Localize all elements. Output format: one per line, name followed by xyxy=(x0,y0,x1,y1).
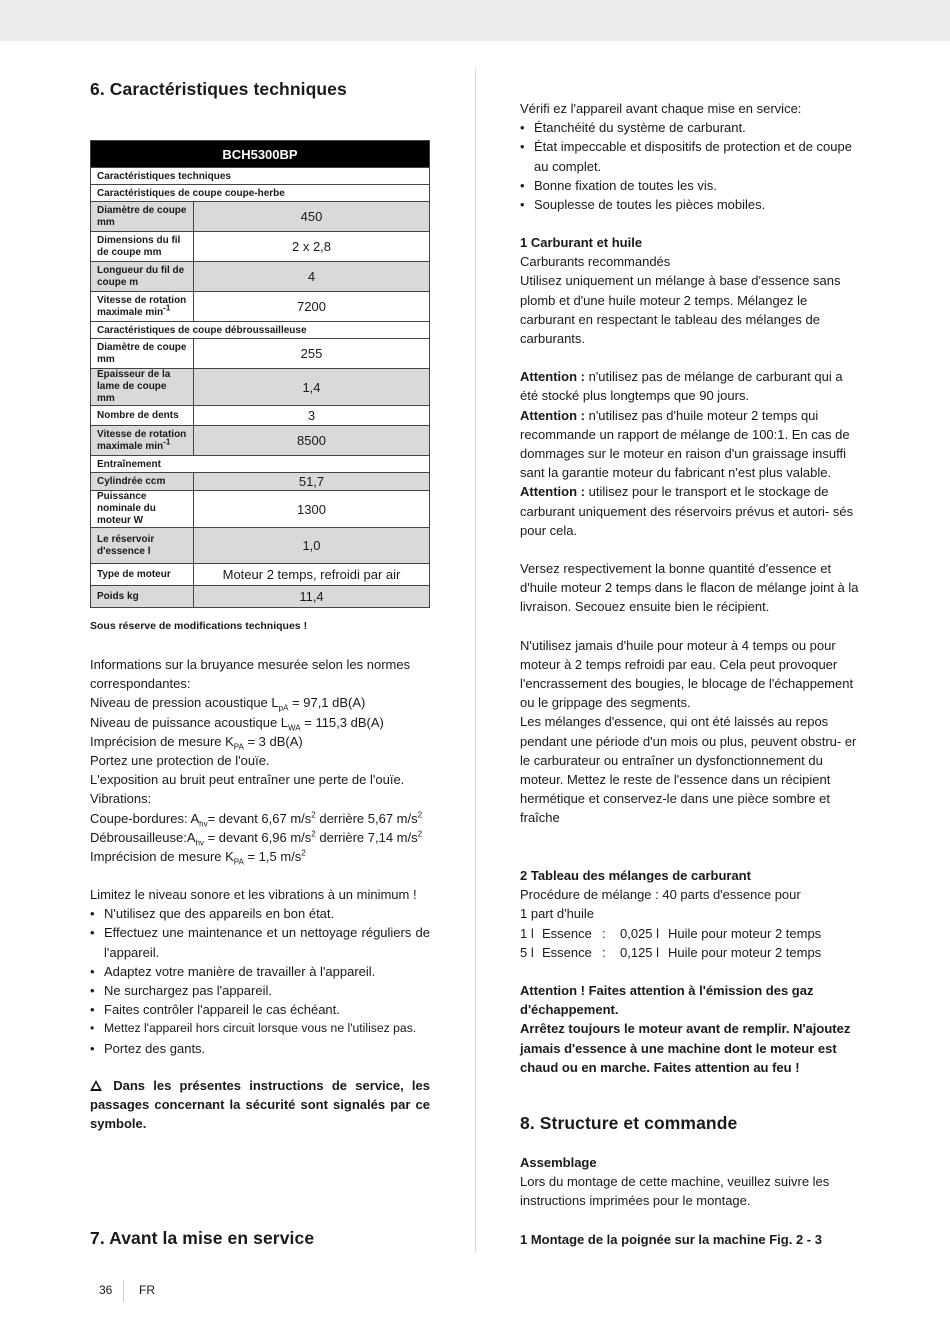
language-label: FR xyxy=(139,1283,155,1297)
noise-line: Coupe-bordures: $A_{hv}=$ devant 6,67 $m/s^2$ derrière 5,67 $m/s^2$ xyxy=(90,810,423,829)
spec-table xyxy=(90,140,430,608)
warning-block xyxy=(520,981,860,1077)
spec-value: Moteur 2 temps, refroidi par air xyxy=(194,564,430,586)
spec-key: Diamètre de coupe mm xyxy=(91,202,194,232)
assembly-title: Assemblage xyxy=(520,1155,597,1170)
spec-key: Le réservoir d'essence l xyxy=(91,528,194,564)
noise-line: Portez une protection de l'ouïe. xyxy=(90,753,270,769)
spec-value: 4 xyxy=(194,262,430,292)
section-8-title: 8. Structure et commande xyxy=(520,1113,738,1133)
spec-key: Puissance nominale du moteur W xyxy=(91,491,194,528)
spec-key: Épaisseur de la lame de coupe mm xyxy=(91,369,194,406)
footer-separator xyxy=(123,1280,124,1302)
spec-value: 255 xyxy=(194,339,430,369)
mix-procedure: Procédure de mélange : 40 parts d'essence pour xyxy=(520,887,801,903)
spec-key: Dimensions du fil de coupe mm xyxy=(91,232,194,262)
sec-brush: Caractéristiques de coupe débroussailleuse xyxy=(91,322,430,339)
limit-item: • Faites contrôler l'appareil le cas échéant. xyxy=(90,1000,430,1019)
limit-block xyxy=(90,885,430,1058)
check-intro: Vérifi ez l'appareil avant chaque mise en service: xyxy=(520,101,802,116)
sec-grass: Caractéristiques de coupe coupe-herbe xyxy=(91,185,430,202)
top-bar xyxy=(0,0,950,41)
sec-tech: Caractéristiques techniques xyxy=(91,168,430,185)
limit-item: • N'utilisez que des appareils en bon état. xyxy=(90,904,430,923)
noise-line: Niveau de puissance acoustique $L_{WA} = 115,3$ dB(A) xyxy=(90,714,384,733)
limit-title: Limitez le niveau sonore et les vibrations à un minimum ! xyxy=(90,887,417,902)
noise-line: $Débrousailleuse:A_{hv}$ = devant 6,96 $m/s^2$ derrière 7,14 $m/s^2$ xyxy=(90,829,423,848)
attention-1: Attention : n'utilisez pas de mélange de carburant qui a été stocké plus longtemps que 90 jours. xyxy=(520,369,843,404)
spec-key: Poids kg xyxy=(91,586,194,608)
section-7-title: 7. Avant la mise en service xyxy=(90,1228,315,1248)
mix-repos-text: Les mélanges d'essence, qui ont été laissés au repos pendant une période d'un mois ou plus, peuvent obstru- er le carburateur ou entraîner un dysfonctionnement du moteur. Mettez le reste de l'essence dans un récipient hermétique et conservez-le dans une pièce sombre et fraîche xyxy=(520,714,857,826)
no-4t-text: N'utilisez jamais d'huile pour moteur à 4 temps ou pour moteur à 2 temps refroidi par eau. Cela peut provoquer l'encrassement des bougies, le blocage de l'échappement ou le grippage des segments. xyxy=(520,637,854,711)
fuel-text: Utilisez uniquement un mélange à base d'essence sans plomb et d'une huile moteur 2 temps. Mélangez le carburant en respectant le tableau des mélanges de carburants. xyxy=(520,273,841,347)
model-header: BCH5300BP xyxy=(91,141,430,168)
limit-item: • Mettez l'appareil hors circuit lorsque vous ne l'utilisez pas. xyxy=(90,1019,430,1038)
warning-stop: Arrêtez toujours le moteur avant de remplir. N'ajoutez jamais d'essence à une machine dont le moteur est chaud ou en marche. Faites attention au feu ! xyxy=(520,1021,851,1075)
mix-row: 5 l Essence : 0,125 l Huile pour moteur 2 temps xyxy=(520,944,822,960)
fuel-subtitle: Carburants recommandés xyxy=(520,254,671,270)
check-item: • Souplesse de toutes les pièces mobiles. xyxy=(520,195,860,214)
noise-line: Vibrations: xyxy=(90,791,152,807)
page-number: 36 xyxy=(99,1283,113,1297)
pour-text: Versez respectivement la bonne quantité d'essence et d'huile moteur 2 temps dans le flacon de mélange joint à la livraison. Secouez ensuite bien le récipient. xyxy=(520,561,859,615)
warning-gas: Attention ! Faites attention à l'émission des gaz d'échappement. xyxy=(520,983,814,1018)
attention-3: Attention : utilisez pour le transport et le stockage de carburant uniquement des réservoirs prévus et autori- sés pour cela. xyxy=(520,484,854,538)
spec-value: 11,4 xyxy=(194,586,430,608)
limit-item: • Effectuez une maintenance et un nettoyage réguliers de l'appareil. xyxy=(90,923,430,961)
spec-key: Cylindrée ccm xyxy=(91,473,194,491)
sec-drive: Entraînement xyxy=(91,456,430,473)
limit-item: • Portez des gants. xyxy=(90,1039,430,1058)
noise-line: correspondantes: xyxy=(90,676,191,692)
assembly-block xyxy=(520,1153,860,1249)
noise-line: Imprécision de mesure $K_{PA} = 3$ dB(A) xyxy=(90,733,303,752)
mix-block xyxy=(520,866,860,962)
noise-line: Informations sur la bruyance mesurée selon les normes xyxy=(90,657,411,672)
assembly-text: Lors du montage de cette machine, veuillez suivre les instructions imprimées pour le montage. xyxy=(520,1174,830,1209)
mix-row: 1 l Essence : 0,025 l Huile pour moteur 2 temps xyxy=(520,925,822,941)
noise-line: Niveau de pression acoustique $L_{pA} = 97,1$ dB(A) xyxy=(90,695,366,713)
noise-line: L'exposition au bruit peut entraîner une perte de l'ouïe. xyxy=(90,772,405,788)
spec-value: 450 xyxy=(194,202,430,232)
spec-value: 1300 xyxy=(194,491,430,528)
check-item: • Étanchéité du système de carburant. xyxy=(520,118,860,137)
spec-key: Vitesse de rotation maximale $\min^{-1}$ xyxy=(91,426,194,456)
mix-title: 2 Tableau des mélanges de carburant xyxy=(520,868,751,883)
spec-value: 1,0 xyxy=(194,528,430,564)
limit-item: • Ne surchargez pas l'appareil. xyxy=(90,981,430,1000)
spec-value: 51,7 xyxy=(194,473,430,491)
fuel-title: 1 Carburant et huile xyxy=(520,235,643,250)
fuel-block xyxy=(520,233,860,828)
spec-value: 7200 xyxy=(194,292,430,322)
spec-value: 2 x 2,8 xyxy=(194,232,430,262)
check-item: • État impeccable et dispositifs de protection et de coupe au complet. xyxy=(520,137,860,175)
warning-icon xyxy=(90,1080,102,1091)
reserve-note: Sous réserve de modifications techniques ! xyxy=(90,620,308,632)
column-divider xyxy=(475,68,476,1253)
safety-note: Dans les présentes instructions de service, les passages concernant la sécurité sont signalés par ce symbole. xyxy=(90,1078,430,1132)
spec-value: 1,4 xyxy=(194,369,430,406)
spec-value: 3 xyxy=(194,406,430,426)
noise-block xyxy=(90,655,430,866)
spec-key: Diamètre de coupe mm xyxy=(91,339,194,369)
mount-title: 1 Montage de la poignée sur la machine Fig. 2 - 3 xyxy=(520,1231,822,1247)
spec-key: Vitesse de rotation maximale $\min^{-1}$ xyxy=(91,292,194,322)
spec-key: Longueur du fil de coupe m xyxy=(91,262,194,292)
mix-procedure: 1 part d'huile xyxy=(520,906,595,922)
spec-value: 8500 xyxy=(194,426,430,456)
attention-2: Attention : n'utilisez pas d'huile moteur 2 temps qui recommande un rapport de mélange de 100:1. En cas de dommages sur le moteur en raison d'un graissage insuffi sant la garantie moteur du fabricant n'est plus valable. xyxy=(520,407,850,481)
section-6-title: 6. Caractéristiques techniques xyxy=(90,79,347,99)
check-item: • Bonne fixation de toutes les vis. xyxy=(520,176,860,195)
spec-key: Nombre de dents xyxy=(91,406,194,426)
noise-line: Imprécision de mesure $K_{PA} = 1,5$ $m/s^2$ xyxy=(90,848,306,867)
limit-item: • Adaptez votre manière de travailler à l'appareil. xyxy=(90,962,430,981)
check-block xyxy=(520,99,860,214)
spec-key: Type de moteur xyxy=(91,564,194,586)
